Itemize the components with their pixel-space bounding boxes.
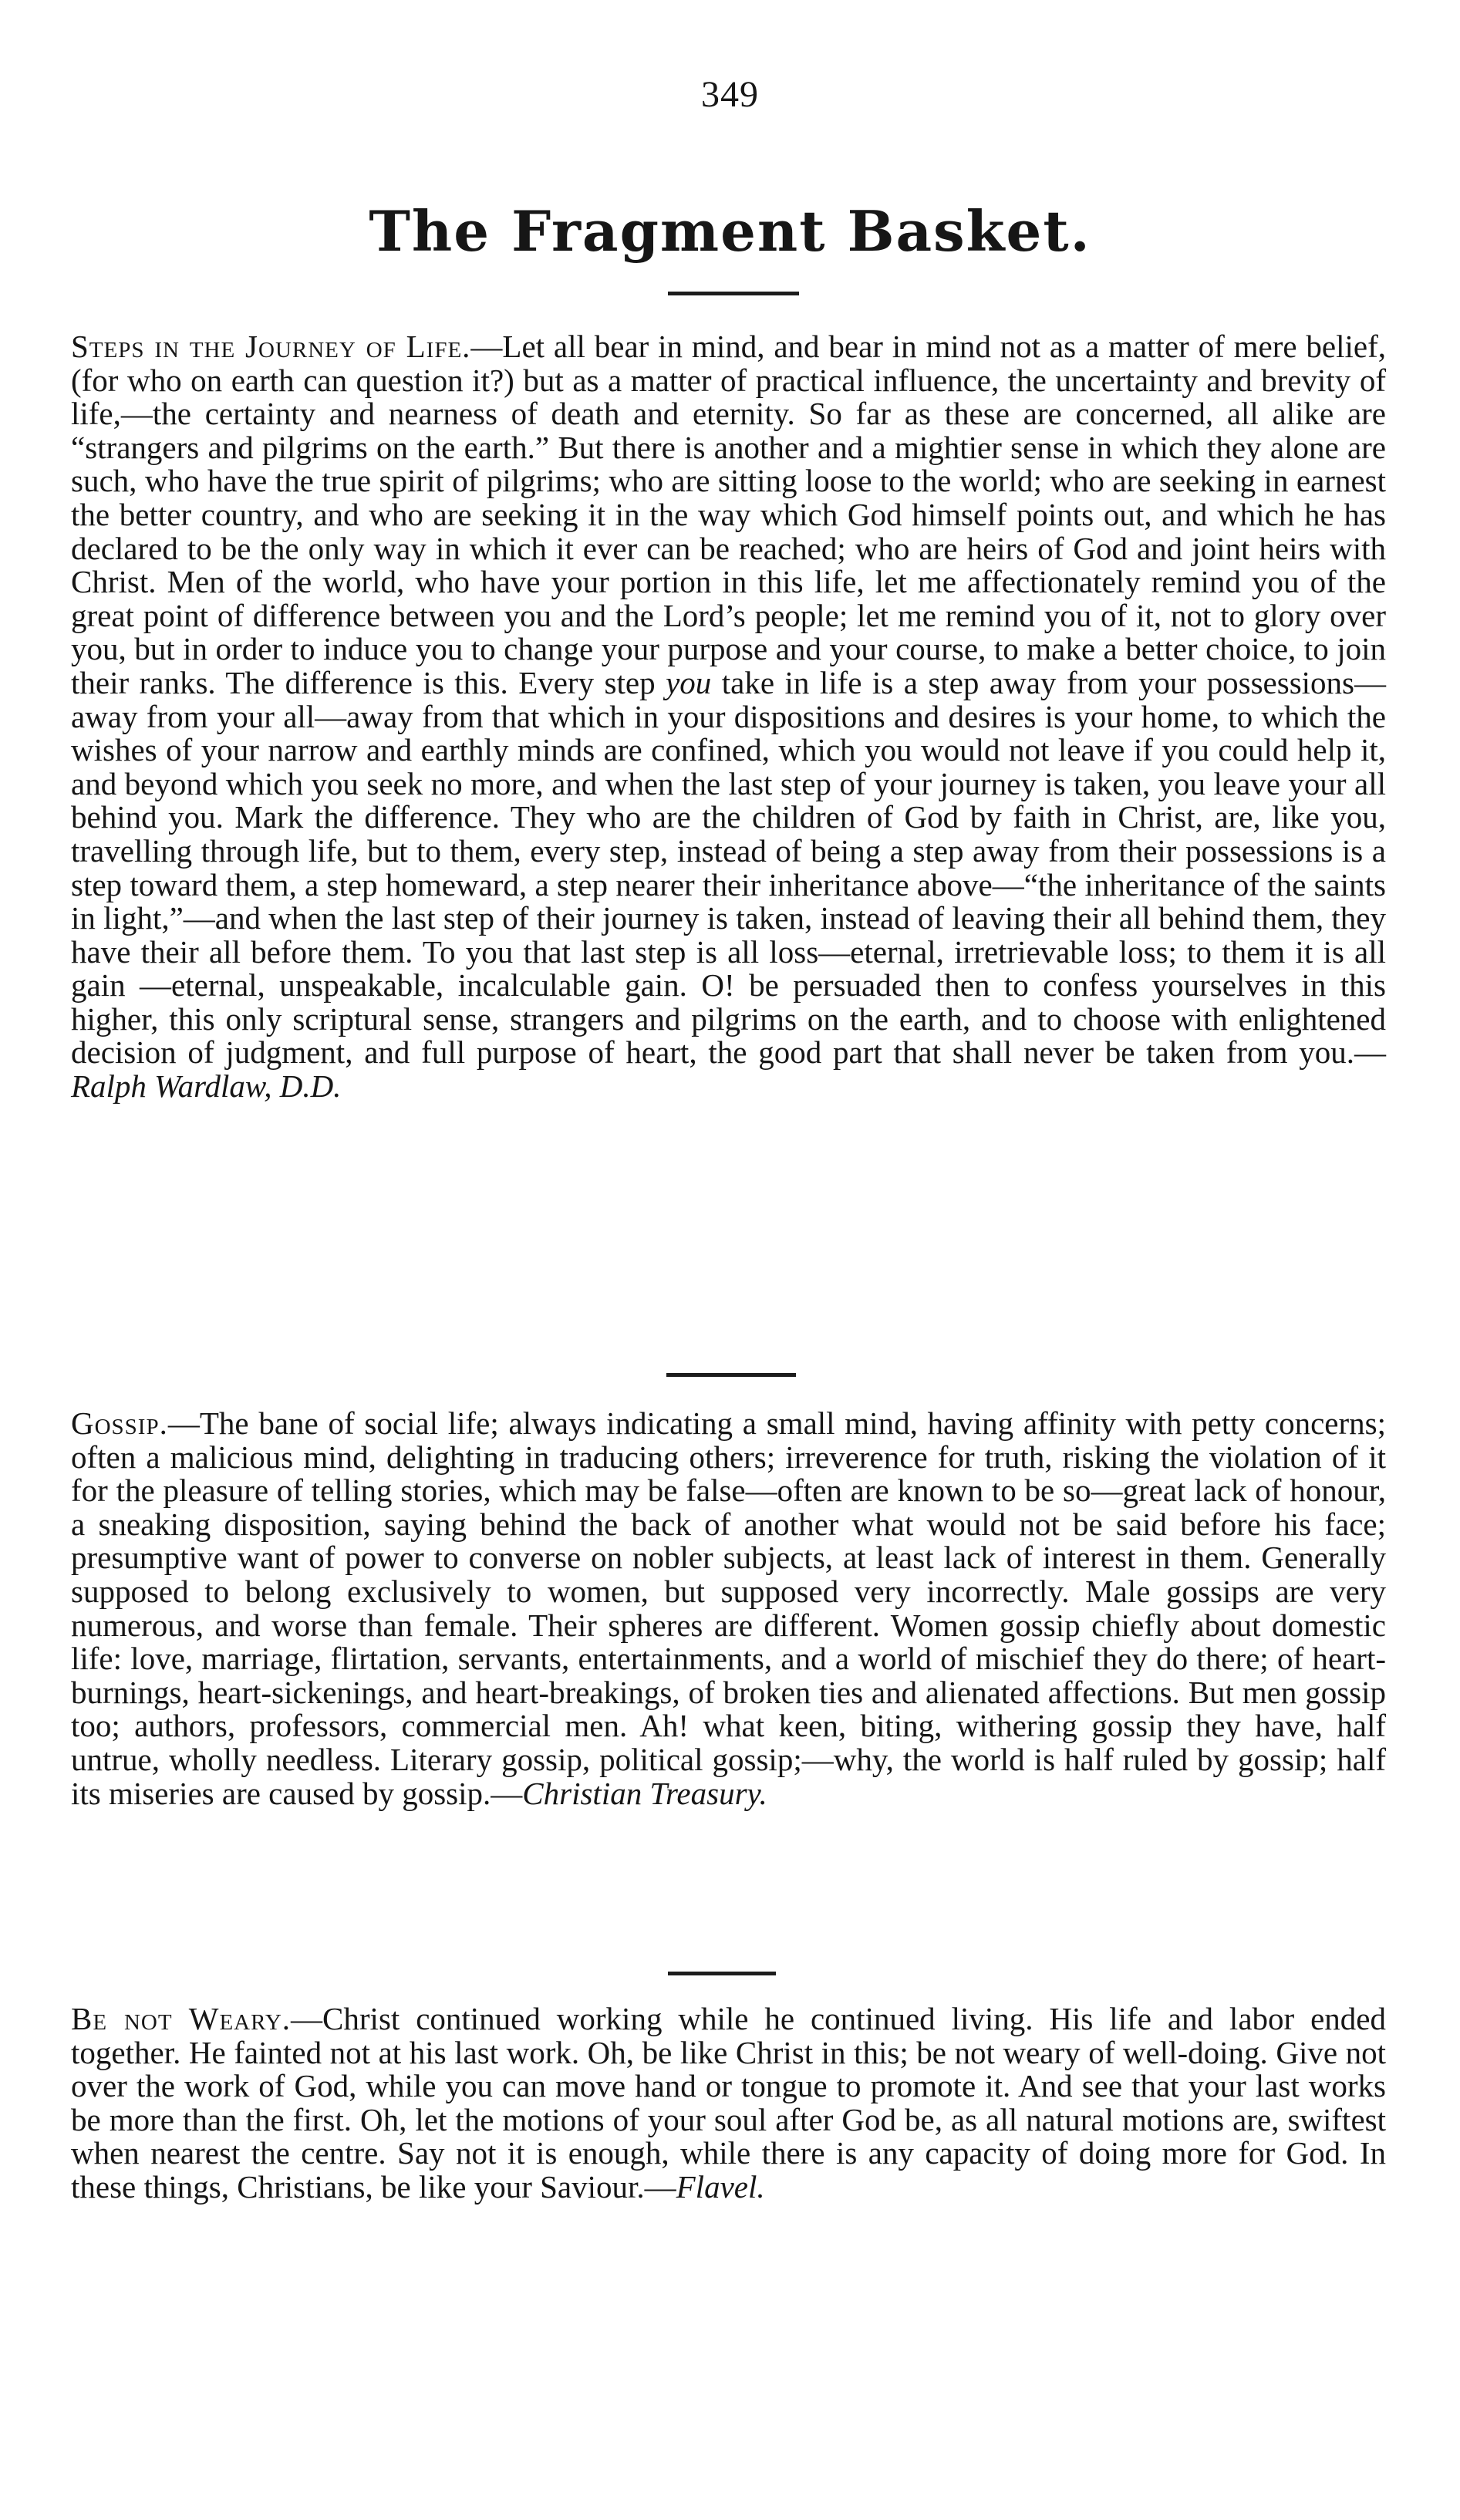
article-emphasis: you	[666, 664, 712, 700]
page-number: 349	[701, 74, 759, 115]
section-divider	[668, 1972, 776, 1975]
article-heading: Gossip.	[71, 1405, 168, 1441]
page-title: The Fragment Basket.	[369, 198, 1091, 264]
article-heading: Steps in the Journey of Life.	[71, 329, 471, 364]
article-body: —Christ continued working while he continued living. His life and labor ended together. He fainted not at his last work. Oh, be like Christ in this; be not weary of well-doing. Give not over the work of God, while you can move hand or tongue to promote it. And see that your last works be more than the first. Oh, let the motions of your soul after God be, as all natural motions are, swiftest when nearest the centre. Say not it is enough, while there is any capacity of doing more for God. In these things, Christians, be like your Saviour.—	[71, 2001, 1386, 2205]
article-heading: Be not Weary.	[71, 2001, 292, 2036]
article-body: —The bane of social life; always indicating a small mind, having affinity with petty concerns; often a malicious mind, delighting in traducing others; irreverence for truth, risking the violation of it for the pleasure of telling stories, which may be false—often are known to be so—great lack of honour, a sneaking disposition, saying behind the back of another what would not be said before his face; presumptive want of power to converse on nobler subjects, at least lack of interest in them. Generally supposed to belong exclusively to women, but supposed very incorrectly. Male gossips are very numerous, and worse than female. Their spheres are different. Women gossip chiefly about domestic life: love, marriage, flirtation, servants, entertainments, and a world of mischief they do there; of heart-burnings, heart-sickenings, and heart-breakings, of broken ties and alienated affections. But men gossip too; authors, professors, commercial men. Ah! what keen, biting, withering gossip they have, half untrue, wholly needless. Literary gossip, political gossip;—why, the world is half ruled by gossip; half its miseries are caused by gossip.—	[71, 1405, 1386, 1811]
article-attribution: Flavel.	[676, 2168, 765, 2205]
article-body: —Let all bear in mind, and bear in mind not as a matter of mere belief, (for who on earth can question it?) but as a matter of practical influence, the uncertainty and brevity of life,—the certainty and nearness of death and eternity. So far as these are concerned, all alike are “strangers and pilgrims on the earth.” But there is another and a mightier sense in which they alone are such, who have the true spirit of pilgrims; who are sitting loose to the world; who are seeking in earnest the better country, and who are seeking it in the way which God himself points out, and which he has declared to be the only way in which it ever can be reached; who are heirs of God and joint heirs with Christ. Men of the world, who have your portion in this life, let me affectionately remind you of the great point of difference between you and the Lord’s people; let me remind you of it, not to glory over you, but in order to induce you to change your purpose and your course, to make a better choice, to join their ranks. The difference is this. Every step	[71, 329, 1386, 700]
article-be-not-weary	[71, 2002, 1386, 2205]
section-divider	[666, 1373, 796, 1377]
title-rule	[668, 292, 799, 295]
article-steps-in-journey	[71, 330, 1386, 1104]
article-paragraph	[71, 1407, 1386, 1810]
article-paragraph	[71, 2002, 1386, 2205]
article-attribution: Ralph Wardlaw, D.D.	[71, 1068, 342, 1105]
article-gossip	[71, 1407, 1386, 1810]
article-body-continued: take in life is a step away from your possessions—away from your all—away from that which in your dispositions and desires is your home, to which the wishes of your narrow and earthly minds are confined, which you would not leave if you could help it, and beyond which you seek no more, and when the last step of your journey is taken, you leave your all behind you. Mark the difference. They who are the children of God by faith in Christ, are, like you, travelling through life, but to them, every step, instead of being a step away from their possessions is a step toward them, a step homeward, a step nearer their inheritance above—“the inheritance of the saints in light,”—and when the last step of their journey is taken, instead of leaving their all behind them, they have their all before them. To you that last step is all loss—eternal, irretrievable loss; to them it is all gain —eternal, unspeakable, incalculable gain. O! be persuaded then to confess yourselves in this higher, this only scriptural sense, strangers and pilgrims on the earth, and to choose with enlightened decision of judgment, and full purpose of heart, the good part that shall never be taken from you.—	[71, 664, 1386, 1071]
article-attribution: Christian Treasury.	[522, 1775, 767, 1811]
article-paragraph	[71, 330, 1386, 1104]
